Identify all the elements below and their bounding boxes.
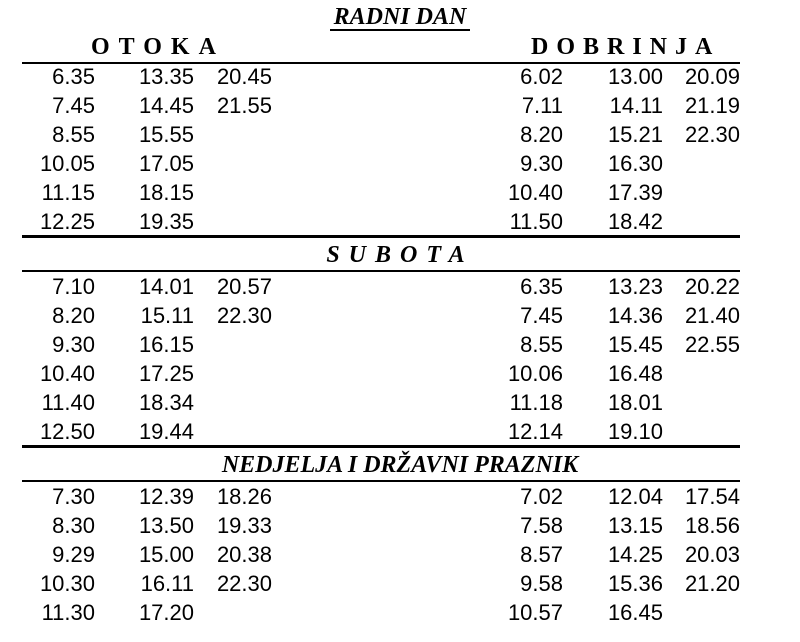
departure-time: 19.10 — [607, 419, 663, 444]
table-row — [22, 120, 282, 149]
departure-time: 19.35 — [138, 209, 194, 234]
departure-time: 6.02 — [520, 64, 563, 89]
departure-time: 16.45 — [607, 600, 663, 625]
departure-time: 17.25 — [138, 361, 194, 386]
departure-time: 22.55 — [684, 332, 740, 357]
departure-time: 7.30 — [52, 484, 95, 509]
column-header-otoka: OTOKA — [91, 34, 225, 60]
table-row — [505, 120, 765, 149]
table-row — [22, 301, 282, 330]
departure-time: 11.15 — [41, 180, 95, 205]
departure-time: 19.33 — [216, 513, 272, 538]
table-row — [505, 62, 765, 91]
departure-time: 10.40 — [507, 180, 563, 205]
departure-time: 18.42 — [607, 209, 663, 234]
departure-time: 7.11 — [521, 93, 563, 118]
departure-time: 8.55 — [520, 332, 563, 357]
departure-time: 14.11 — [609, 93, 663, 118]
departure-time: 16.48 — [607, 361, 663, 386]
table-row — [505, 359, 765, 388]
departure-time: 16.15 — [138, 332, 194, 357]
departure-time: 13.50 — [138, 513, 194, 538]
table-row — [22, 569, 282, 598]
departure-time: 6.35 — [520, 274, 563, 299]
section-title-radni-dan: RADNI DAN — [0, 4, 800, 31]
departure-time: 15.55 — [138, 122, 194, 147]
departure-time: 12.25 — [39, 209, 95, 234]
departure-time: 15.21 — [607, 122, 663, 147]
departure-time: 21.19 — [684, 93, 740, 118]
table-row — [22, 62, 282, 91]
departure-time: 12.50 — [39, 419, 95, 444]
departure-time: 10.05 — [39, 151, 95, 176]
divider-subota-top — [22, 235, 740, 238]
table-row — [505, 540, 765, 569]
section-title-subota: SUBOTA — [326, 242, 474, 268]
departure-time: 12.14 — [507, 419, 563, 444]
departure-time: 14.45 — [138, 93, 194, 118]
departure-time: 18.56 — [684, 513, 740, 538]
table-row — [22, 272, 282, 301]
departure-time: 7.45 — [52, 93, 95, 118]
departure-time: 7.45 — [520, 303, 563, 328]
departure-time: 7.02 — [520, 484, 563, 509]
divider-nedjelja-top — [22, 445, 740, 448]
departure-time: 20.45 — [216, 64, 272, 89]
departure-time: 17.39 — [607, 180, 663, 205]
departure-time: 19.44 — [138, 419, 194, 444]
departure-time: 7.10 — [52, 274, 95, 299]
table-row — [505, 388, 765, 417]
departure-time: 15.11 — [140, 303, 194, 328]
departure-time: 18.26 — [216, 484, 272, 509]
departure-time: 20.22 — [684, 274, 740, 299]
departure-time: 7.58 — [520, 513, 563, 538]
table-row — [22, 511, 282, 540]
departure-time: 9.30 — [520, 151, 563, 176]
table-row — [505, 272, 765, 301]
table-row — [22, 91, 282, 120]
table-row — [505, 178, 765, 207]
departure-time: 21.55 — [216, 93, 272, 118]
departure-time: 16.30 — [607, 151, 663, 176]
table-row — [505, 482, 765, 511]
departure-time: 17.05 — [138, 151, 194, 176]
table-row — [22, 207, 282, 236]
table-row — [22, 178, 282, 207]
departure-time: 13.23 — [607, 274, 663, 299]
departure-time: 11.30 — [41, 600, 95, 625]
table-row — [22, 598, 282, 627]
departure-time: 10.57 — [507, 600, 563, 625]
departure-time: 8.20 — [520, 122, 563, 147]
table-row — [505, 417, 765, 446]
departure-time: 18.15 — [138, 180, 194, 205]
departure-time: 21.20 — [684, 571, 740, 596]
table-row — [505, 149, 765, 178]
departure-time: 14.36 — [607, 303, 663, 328]
table-row — [505, 301, 765, 330]
table-row — [22, 540, 282, 569]
departure-time: 18.01 — [607, 390, 663, 415]
departure-time: 22.30 — [216, 571, 272, 596]
departure-time: 16.11 — [140, 571, 194, 596]
departure-time: 21.40 — [684, 303, 740, 328]
column-header-dobrinja: DOBRINJA — [531, 34, 721, 60]
departure-time: 15.00 — [138, 542, 194, 567]
departure-time: 22.30 — [216, 303, 272, 328]
departure-time: 8.55 — [52, 122, 95, 147]
departure-time: 20.38 — [216, 542, 272, 567]
departure-time: 13.00 — [607, 64, 663, 89]
departure-time: 8.57 — [520, 542, 563, 567]
departure-time: 17.20 — [138, 600, 194, 625]
departure-time: 9.30 — [52, 332, 95, 357]
table-row — [22, 388, 282, 417]
table-row — [22, 482, 282, 511]
departure-time: 13.15 — [607, 513, 663, 538]
departure-time: 6.35 — [52, 64, 95, 89]
table-row — [505, 598, 765, 627]
departure-time: 17.54 — [684, 484, 740, 509]
departure-time: 14.01 — [138, 274, 194, 299]
table-row — [505, 207, 765, 236]
departure-time: 11.18 — [509, 390, 563, 415]
departure-time: 20.09 — [684, 64, 740, 89]
departure-time: 12.04 — [607, 484, 663, 509]
departure-time: 22.30 — [684, 122, 740, 147]
departure-time: 11.40 — [41, 390, 95, 415]
departure-time: 10.06 — [507, 361, 563, 386]
departure-time: 18.34 — [138, 390, 194, 415]
table-row — [22, 359, 282, 388]
table-row — [22, 149, 282, 178]
table-row — [505, 569, 765, 598]
table-row — [22, 417, 282, 446]
table-row — [22, 330, 282, 359]
table-row — [505, 511, 765, 540]
table-row — [505, 330, 765, 359]
departure-time: 20.57 — [216, 274, 272, 299]
departure-time: 11.50 — [509, 209, 563, 234]
departure-time: 8.30 — [52, 513, 95, 538]
departure-time: 15.45 — [607, 332, 663, 357]
departure-time: 8.20 — [52, 303, 95, 328]
departure-time: 9.29 — [52, 542, 95, 567]
table-row — [505, 91, 765, 120]
departure-time: 20.03 — [684, 542, 740, 567]
departure-time: 12.39 — [138, 484, 194, 509]
section-title-nedjelja: NEDJELJA I DRŽAVNI PRAZNIK — [221, 452, 579, 478]
departure-time: 14.25 — [607, 542, 663, 567]
departure-time: 15.36 — [607, 571, 663, 596]
departure-time: 10.40 — [39, 361, 95, 386]
departure-time: 9.58 — [520, 571, 563, 596]
departure-time: 13.35 — [138, 64, 194, 89]
departure-time: 10.30 — [39, 571, 95, 596]
